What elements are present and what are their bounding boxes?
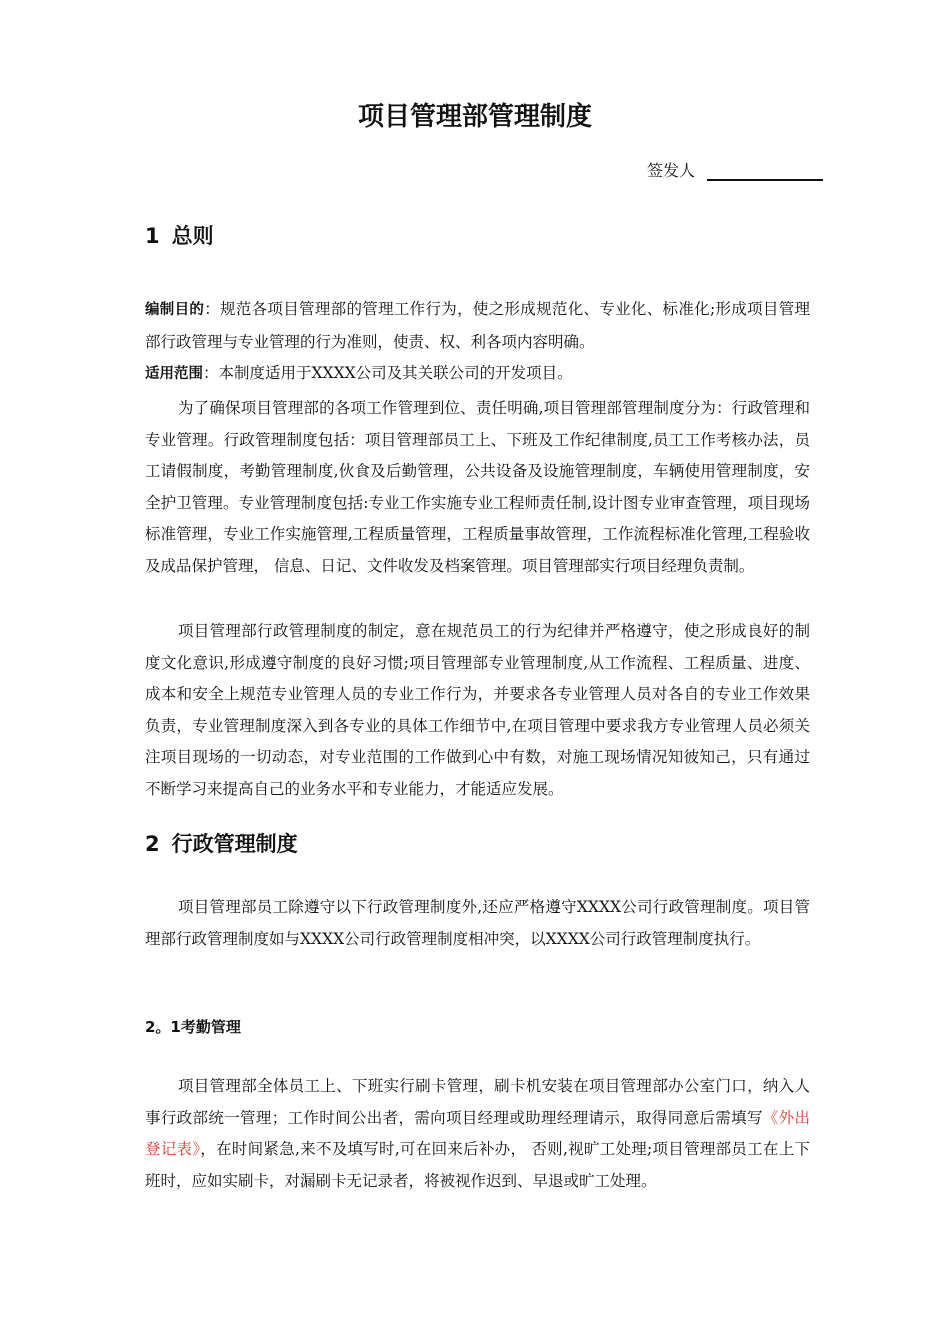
attendance-text-b: ，在时间紧急,来不及填写时,可在回来后补办， 否则,视旷工处理;项目管理部员工在上下班时，应如实刷卡，对漏刷卡无记录者，将被视作迟到、早退或旷工处理。 [145,1140,810,1190]
purpose-label: 编制目的 [145,302,205,318]
purpose-paragraph [145,294,810,358]
signature-line[interactable] [707,159,823,181]
section-1-title: 总则 [171,224,214,248]
outing-register-form-link[interactable]: 《外出登记表》 [145,1108,810,1158]
signer-label: 签发人 [647,161,696,180]
section-2-number: 2 [145,832,160,856]
section-1-heading [145,220,214,250]
attendance-text-a: 项目管理部全体员工上、下班实行刷卡管理，刷卡机安装在项目管理部办公室门口，纳入人事行政部统一管理；工作时间公出者，需向项目经理或助理经理请示，取得同意后需填写 [145,1077,810,1127]
purpose-text: ：规范各项目管理部的管理工作行为，使之形成规范化、专业化、标准化;形成项目管理部行政管理与专业管理的行为准则，使责、权、利各项内容明确。 [145,300,810,351]
section-2-paragraph-1: 项目管理部员工除遵守以下行政管理制度外,还应严格遵守XXXX公司行政管理制度。项目管理部行政管理制度如与XXXX公司行政管理制度相冲突，以XXXX公司行政管理制度执行。 [145,898,810,948]
document-title: 项目管理部管理制度 [357,102,592,132]
scope-label: 适用范围 [145,366,203,382]
subsection-2-1-heading: 2。1考勤管理 [145,1018,241,1036]
section-1-paragraph-2: 项目管理部行政管理制度的制定，意在规范员工的行为纪律并严格遵守，使之形成良好的制度文化意识,形成遵守制度的良好习惯;项目管理部专业管理制度,从工作流程、工程质量、进度、成本和安全上规范专业管理人员的专业工作行为，并要求各专业管理人员对各自的专业工作效果负责，专业管理制度深入到各专业的具体工作细节中,在项目管理中要求我方专业管理人员必须关注项目现场的一切动态，对专业范围的工作做到心中有数，对施工现场情况知彼知己，只有通过不断学习来提高自己的业务水平和专业能力，才能适应发展。 [145,622,810,798]
subsection-2-1-paragraph [145,1071,810,1197]
scope-text: ：本制度适用于XXXX公司及其关联公司的开发项目。 [203,364,573,382]
section-2-heading [145,828,298,858]
section-2-title: 行政管理制度 [171,832,298,856]
signer-field [647,158,823,181]
section-1-number: 1 [145,224,160,248]
section-1-paragraph-1: 为了确保项目管理部的各项工作管理到位、责任明确,项目管理部管理制度分为：行政管理和专业管理。行政管理制度包括：项目管理部员工上、下班及工作纪律制度,员工工作考核办法，员工请假制度，考勤管理制度,伙食及后勤管理，公共设备及设施管理制度，车辆使用管理制度，安全护卫管理。专业管理制度包括:专业工作实施专业工程师责任制,设计图专业审查管理，项目现场标准管理，专业工作实施管理,工程质量管理，工程质量事故管理，工作流程标准化管理,工程验收及成品保护管理， 信息、日记、文件收发及档案管理。项目管理部实行项目经理负责制。 [145,399,810,575]
scope-paragraph [145,358,810,391]
